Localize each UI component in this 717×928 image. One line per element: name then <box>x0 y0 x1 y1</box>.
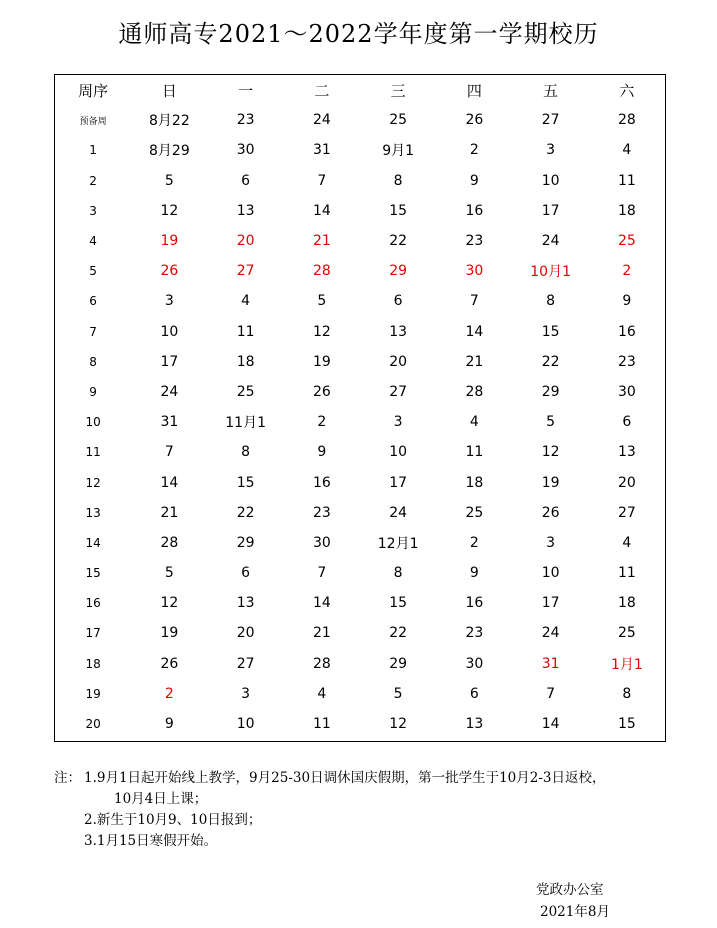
date-cell: 18 <box>617 202 636 219</box>
week-row <box>55 166 665 196</box>
date-cell: 19 <box>541 474 560 491</box>
date-cell: 1月1 <box>610 656 643 673</box>
date-cell: 3 <box>546 142 556 159</box>
date-cell: 8月29 <box>149 143 190 160</box>
date-cell: 8 <box>546 293 556 310</box>
week-row <box>55 498 665 528</box>
week-number: 17 <box>85 626 101 641</box>
week-number: 14 <box>85 535 101 550</box>
date-cell: 3 <box>393 414 403 431</box>
date-cell: 10 <box>541 565 560 582</box>
date-cell: 2 <box>622 263 632 280</box>
week-number: 预备周 <box>79 116 107 127</box>
date-cell: 11 <box>617 565 636 582</box>
date-cell: 10 <box>541 172 560 189</box>
date-cell: 25 <box>617 233 636 250</box>
date-cell: 19 <box>160 625 179 642</box>
header-day-1: 日 <box>161 81 177 100</box>
date-cell: 17 <box>541 595 560 612</box>
date-cell: 8 <box>241 444 251 461</box>
date-cell: 14 <box>312 595 331 612</box>
date-cell: 6 <box>241 565 251 582</box>
date-cell: 11 <box>312 716 331 733</box>
date-cell: 5 <box>393 685 403 702</box>
date-cell: 20 <box>389 353 408 370</box>
date-cell: 5 <box>317 293 327 310</box>
week-number: 7 <box>89 324 97 339</box>
date-cell: 3 <box>546 534 556 551</box>
date-cell: 11月1 <box>225 415 266 432</box>
date-cell: 30 <box>465 655 484 672</box>
date-cell: 5 <box>164 172 174 189</box>
date-cell: 9 <box>164 716 174 733</box>
date-cell: 15 <box>617 716 636 733</box>
date-cell: 14 <box>160 474 179 491</box>
date-cell: 18 <box>465 474 484 491</box>
date-cell: 16 <box>465 595 484 612</box>
week-number: 4 <box>89 234 97 249</box>
date-cell: 25 <box>389 112 408 129</box>
date-cell: 8 <box>393 172 403 189</box>
date-cell: 12 <box>160 202 179 219</box>
date-cell: 7 <box>317 172 327 189</box>
date-cell: 14 <box>312 202 331 219</box>
week-row <box>55 618 665 648</box>
week-row <box>55 347 665 377</box>
note-row-2 <box>54 810 694 831</box>
date-cell: 26 <box>312 383 331 400</box>
date-cell: 12 <box>541 444 560 461</box>
date-cell: 29 <box>236 534 255 551</box>
date-cell: 31 <box>541 655 560 672</box>
week-row <box>55 467 665 497</box>
date-cell: 30 <box>617 383 636 400</box>
date-cell: 19 <box>160 233 179 250</box>
issuer-office: 党政办公室 <box>536 882 604 898</box>
date-cell: 12 <box>389 716 408 733</box>
date-cell: 3 <box>241 685 251 702</box>
date-cell: 26 <box>160 655 179 672</box>
date-cell: 24 <box>541 233 560 250</box>
note-line-1-cont: 10月4日上课； <box>114 791 208 807</box>
date-cell: 17 <box>389 474 408 491</box>
date-cell: 2 <box>469 142 479 159</box>
date-cell: 9月1 <box>382 143 415 160</box>
week-number: 15 <box>85 566 101 581</box>
date-cell: 28 <box>465 383 484 400</box>
date-cell: 26 <box>160 263 179 280</box>
issue-date: 2021年8月 <box>540 904 610 920</box>
date-cell: 16 <box>617 323 636 340</box>
note-prefix: 注： <box>54 770 81 786</box>
date-cell: 22 <box>389 625 408 642</box>
date-cell: 21 <box>160 504 179 521</box>
date-cell: 9 <box>469 565 479 582</box>
date-cell: 19 <box>312 353 331 370</box>
date-cell: 13 <box>236 595 255 612</box>
date-cell: 29 <box>541 383 560 400</box>
date-cell: 21 <box>312 625 331 642</box>
date-cell: 28 <box>617 112 636 129</box>
date-cell: 25 <box>465 504 484 521</box>
week-row <box>55 588 665 618</box>
date-cell: 12 <box>160 595 179 612</box>
date-cell: 23 <box>465 625 484 642</box>
week-row <box>55 105 665 135</box>
date-cell: 24 <box>160 383 179 400</box>
date-cell: 12月1 <box>377 535 419 552</box>
week-number: 5 <box>89 264 97 279</box>
date-cell: 3 <box>164 293 174 310</box>
week-number: 12 <box>85 475 101 490</box>
date-cell: 23 <box>617 353 636 370</box>
date-cell: 4 <box>317 685 327 702</box>
date-cell: 27 <box>236 263 255 280</box>
date-cell: 25 <box>617 625 636 642</box>
date-cell: 9 <box>317 444 327 461</box>
date-cell: 8月22 <box>149 113 190 130</box>
week-number: 19 <box>85 686 101 701</box>
date-cell: 8 <box>393 565 403 582</box>
date-cell: 4 <box>622 534 632 551</box>
header-day-2: 一 <box>238 81 254 100</box>
date-cell: 9 <box>622 293 632 310</box>
date-cell: 24 <box>389 504 408 521</box>
date-cell: 22 <box>236 504 255 521</box>
date-cell: 4 <box>469 414 479 431</box>
date-cell: 13 <box>389 323 408 340</box>
date-cell: 29 <box>389 655 408 672</box>
week-number: 10 <box>85 415 101 430</box>
week-row <box>55 649 665 679</box>
week-row <box>55 226 665 256</box>
date-cell: 15 <box>389 202 408 219</box>
date-cell: 14 <box>541 716 560 733</box>
date-cell: 13 <box>465 716 484 733</box>
note-line-3: 3.1月15日寒假开始。 <box>84 833 218 849</box>
date-cell: 11 <box>617 172 636 189</box>
date-cell: 30 <box>236 142 255 159</box>
date-cell: 15 <box>236 474 255 491</box>
week-row <box>55 407 665 437</box>
date-cell: 30 <box>312 534 331 551</box>
date-cell: 24 <box>541 625 560 642</box>
note-row-3 <box>54 831 694 852</box>
date-cell: 2 <box>469 534 479 551</box>
date-cell: 20 <box>617 474 636 491</box>
date-cell: 2 <box>164 685 174 702</box>
date-cell: 15 <box>389 595 408 612</box>
header-day-6: 五 <box>543 81 559 100</box>
header-day-3: 二 <box>314 81 330 100</box>
date-cell: 27 <box>236 655 255 672</box>
week-number: 1 <box>89 143 97 158</box>
date-cell: 11 <box>236 323 255 340</box>
note-row-1 <box>54 768 694 789</box>
week-number: 16 <box>85 596 101 611</box>
week-number: 2 <box>89 173 97 188</box>
date-cell: 18 <box>236 353 255 370</box>
week-number: 9 <box>89 384 97 399</box>
week-number: 6 <box>89 294 97 309</box>
header-day-7: 六 <box>619 81 635 100</box>
week-number: 18 <box>85 656 101 671</box>
date-cell: 22 <box>389 233 408 250</box>
date-cell: 26 <box>541 504 560 521</box>
date-cell: 28 <box>312 263 331 280</box>
date-cell: 4 <box>241 293 251 310</box>
date-cell: 7 <box>469 293 479 310</box>
date-cell: 24 <box>312 112 331 129</box>
week-row <box>55 528 665 558</box>
date-cell: 18 <box>617 595 636 612</box>
date-cell: 4 <box>622 142 632 159</box>
date-cell: 17 <box>541 202 560 219</box>
date-cell: 23 <box>312 504 331 521</box>
date-cell: 10月1 <box>530 264 571 281</box>
date-cell: 16 <box>312 474 331 491</box>
note-line-1: 1.9月1日起开始线上教学，9月25-30日调休国庆假期，第一批学生于10月2-3日返校， <box>84 770 606 786</box>
date-cell: 31 <box>160 414 179 431</box>
note-line-2: 2.新生于10月9、10日报到； <box>84 812 262 828</box>
date-cell: 13 <box>617 444 636 461</box>
date-cell: 21 <box>312 233 331 250</box>
date-cell: 27 <box>541 112 560 129</box>
week-row <box>55 679 665 709</box>
week-row <box>55 286 665 316</box>
week-row <box>55 709 665 739</box>
date-cell: 11 <box>465 444 484 461</box>
week-number: 3 <box>89 203 97 218</box>
date-cell: 27 <box>617 504 636 521</box>
week-row <box>55 437 665 467</box>
notes <box>54 768 694 852</box>
header-row <box>55 75 665 105</box>
date-cell: 16 <box>465 202 484 219</box>
week-row <box>55 196 665 226</box>
date-cell: 15 <box>541 323 560 340</box>
date-cell: 10 <box>236 716 255 733</box>
date-cell: 9 <box>469 172 479 189</box>
week-number: 11 <box>85 445 101 460</box>
date-cell: 30 <box>465 263 484 280</box>
week-number: 20 <box>85 717 101 732</box>
week-row <box>55 377 665 407</box>
date-cell: 20 <box>236 233 255 250</box>
date-cell: 21 <box>465 353 484 370</box>
date-cell: 5 <box>164 565 174 582</box>
header-day-5: 四 <box>466 81 482 100</box>
calendar-table <box>54 74 666 742</box>
date-cell: 28 <box>160 534 179 551</box>
date-cell: 8 <box>622 685 632 702</box>
date-cell: 20 <box>236 625 255 642</box>
date-cell: 6 <box>622 414 632 431</box>
date-cell: 25 <box>236 383 255 400</box>
calendar-body <box>55 105 665 739</box>
week-row <box>55 256 665 286</box>
date-cell: 2 <box>317 414 327 431</box>
date-cell: 28 <box>312 655 331 672</box>
page-title: 通师高专2021～2022学年度第一学期校历 <box>118 20 599 48</box>
week-number: 13 <box>85 505 101 520</box>
date-cell: 23 <box>236 112 255 129</box>
date-cell: 5 <box>546 414 556 431</box>
date-cell: 10 <box>160 323 179 340</box>
date-cell: 6 <box>241 172 251 189</box>
date-cell: 6 <box>469 685 479 702</box>
date-cell: 7 <box>164 444 174 461</box>
week-row <box>55 317 665 347</box>
date-cell: 12 <box>312 323 331 340</box>
date-cell: 17 <box>160 353 179 370</box>
date-cell: 23 <box>465 233 484 250</box>
week-number: 8 <box>89 354 97 369</box>
date-cell: 7 <box>317 565 327 582</box>
date-cell: 27 <box>389 383 408 400</box>
date-cell: 22 <box>541 353 560 370</box>
week-row <box>55 558 665 588</box>
week-row <box>55 135 665 165</box>
date-cell: 14 <box>465 323 484 340</box>
date-cell: 31 <box>312 142 331 159</box>
header-day-4: 三 <box>390 81 406 100</box>
header-week: 周序 <box>78 81 109 100</box>
date-cell: 13 <box>236 202 255 219</box>
date-cell: 26 <box>465 112 484 129</box>
date-cell: 7 <box>546 685 556 702</box>
date-cell: 10 <box>389 444 408 461</box>
date-cell: 6 <box>393 293 403 310</box>
date-cell: 29 <box>389 263 408 280</box>
